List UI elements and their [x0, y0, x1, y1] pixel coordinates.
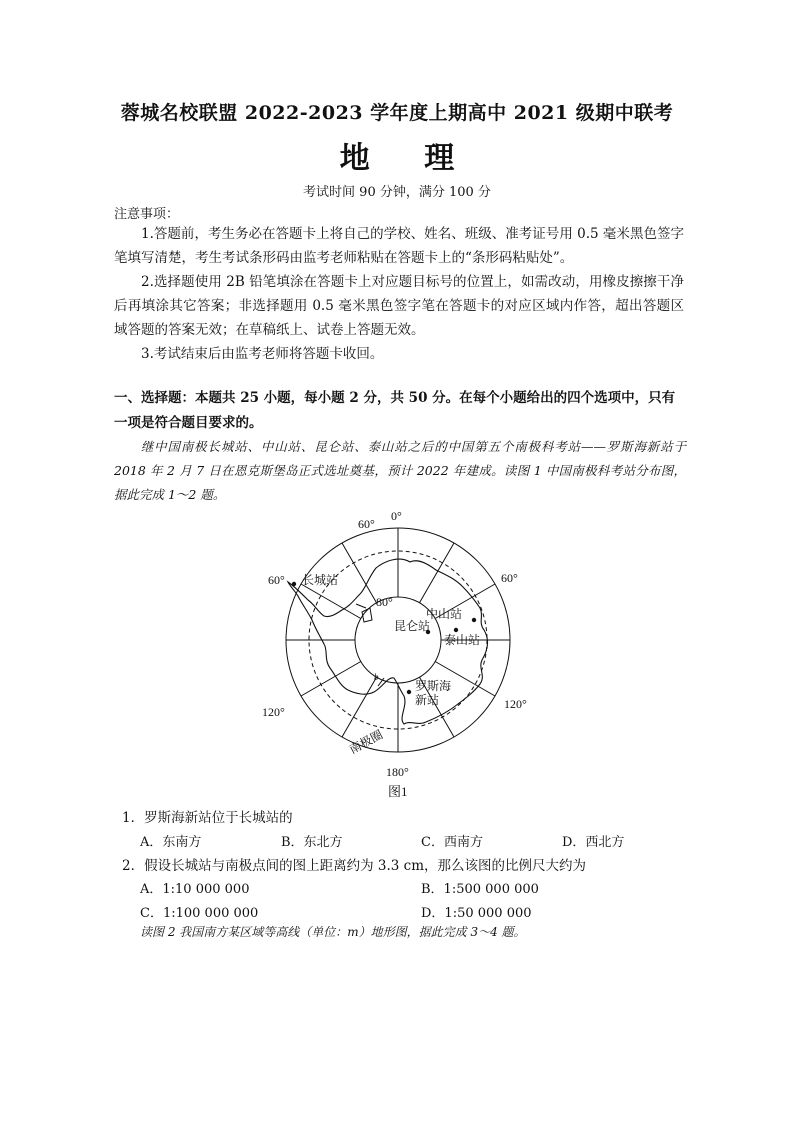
label-lon-60-top-left: 60°: [358, 517, 375, 531]
label-luosihai-2: 新站: [415, 693, 440, 707]
changcheng-dot: [292, 582, 296, 586]
label-lon-180: 180°: [386, 765, 409, 779]
question-1-stem: 1．罗斯海新站位于长城站的: [122, 810, 293, 826]
label-lon-120-left: 120°: [262, 705, 285, 719]
exam-info: 考试时间 90 分钟，满分 100 分: [303, 185, 491, 200]
label-taishan: 泰山站: [444, 633, 481, 647]
q2-option-b[interactable]: B．1:500 000 000: [421, 882, 539, 897]
label-small-b: b: [374, 672, 379, 682]
q1-option-b[interactable]: B．东北方: [281, 835, 343, 850]
label-lon-60-right: 60°: [501, 571, 518, 585]
subject-title: 地 理: [339, 141, 477, 176]
label-antarctic-circle: 南极圈: [346, 727, 386, 757]
label-kunlun: 昆仑站: [394, 619, 431, 633]
label-changcheng: 长城站: [302, 573, 339, 587]
intro-paragraph-2: 读图 2 我国南方某区域等高线（单位：m）地形图，据此完成 3～4 题。: [140, 925, 526, 939]
zhongshan-dot: [472, 618, 476, 622]
note-item-1: 1.答题前，考生务必在答题卡上将自己的学校、姓名、班级、准考证号用 0.5 毫米黑色签字笔填写清楚，考生考试条形码由监考老师粘贴在答题卡上的“条形码粘贴处”。: [114, 226, 684, 266]
section-heading: 一、选择题：本题共 25 小题，每小题 2 分，共 50 分。在每个小题给出的四个选项中，只有一项是符合题目要求的。: [114, 390, 676, 431]
label-zhongshan: 中山站: [426, 607, 463, 621]
q1-option-d[interactable]: D．西北方: [562, 835, 625, 850]
taishan-dot: [454, 628, 458, 632]
q2-option-d[interactable]: D．1:50 000 000: [421, 906, 532, 921]
q2-option-c[interactable]: C．1:100 000 000: [140, 906, 259, 921]
label-lon-60-left: 60°: [268, 573, 285, 587]
note-item-2: 2.选择题使用 2B 铅笔填涂在答题卡上对应题目标号的位置上，如需改动，用橡皮擦擦干净后再填涂其它答案；非选择题用 0.5 毫米黑色签字笔在答题卡的对应区域内作答，超出答题区域答题的答案无效；在草稿纸上、试卷上答题无效。: [114, 274, 684, 338]
q1-option-a[interactable]: A．东南方: [140, 835, 202, 850]
label-lat-80: 80°: [376, 595, 393, 609]
luosihai-dot: [407, 690, 411, 694]
label-luosihai-1: 罗斯海: [415, 679, 452, 693]
notes-heading: 注意事项：: [114, 207, 180, 222]
figure-1-caption: 图1: [388, 784, 408, 799]
q1-option-c[interactable]: C．西南方: [421, 835, 483, 850]
label-lon-0: 0°: [391, 509, 402, 523]
exam-title: 蓉城名校联盟 2022-2023 学年度上期高中 2021 级期中联考: [120, 102, 674, 124]
question-2-stem: 2．假设长城站与南极点间的图上距离约为 3.3 cm，那么该图的比例尺大约为: [122, 858, 587, 874]
intro-paragraph-1: 继中国南极长城站、中山站、昆仑站、泰山站之后的中国第五个南极科考站——罗斯海新站于 2018 年 2 月 7 日在恩克斯堡岛正式选址奠基，预计 2022 年建成。读图 1 中国南极科考站分布图，据此完成 1～2 题。: [114, 439, 686, 502]
q2-option-a[interactable]: A．1:10 000 000: [140, 882, 250, 897]
label-lon-120-right: 120°: [504, 697, 527, 711]
note-item-3: 3.考试结束后由监考老师将答题卡收回。: [141, 346, 384, 362]
figure-1-map: [258, 500, 538, 800]
